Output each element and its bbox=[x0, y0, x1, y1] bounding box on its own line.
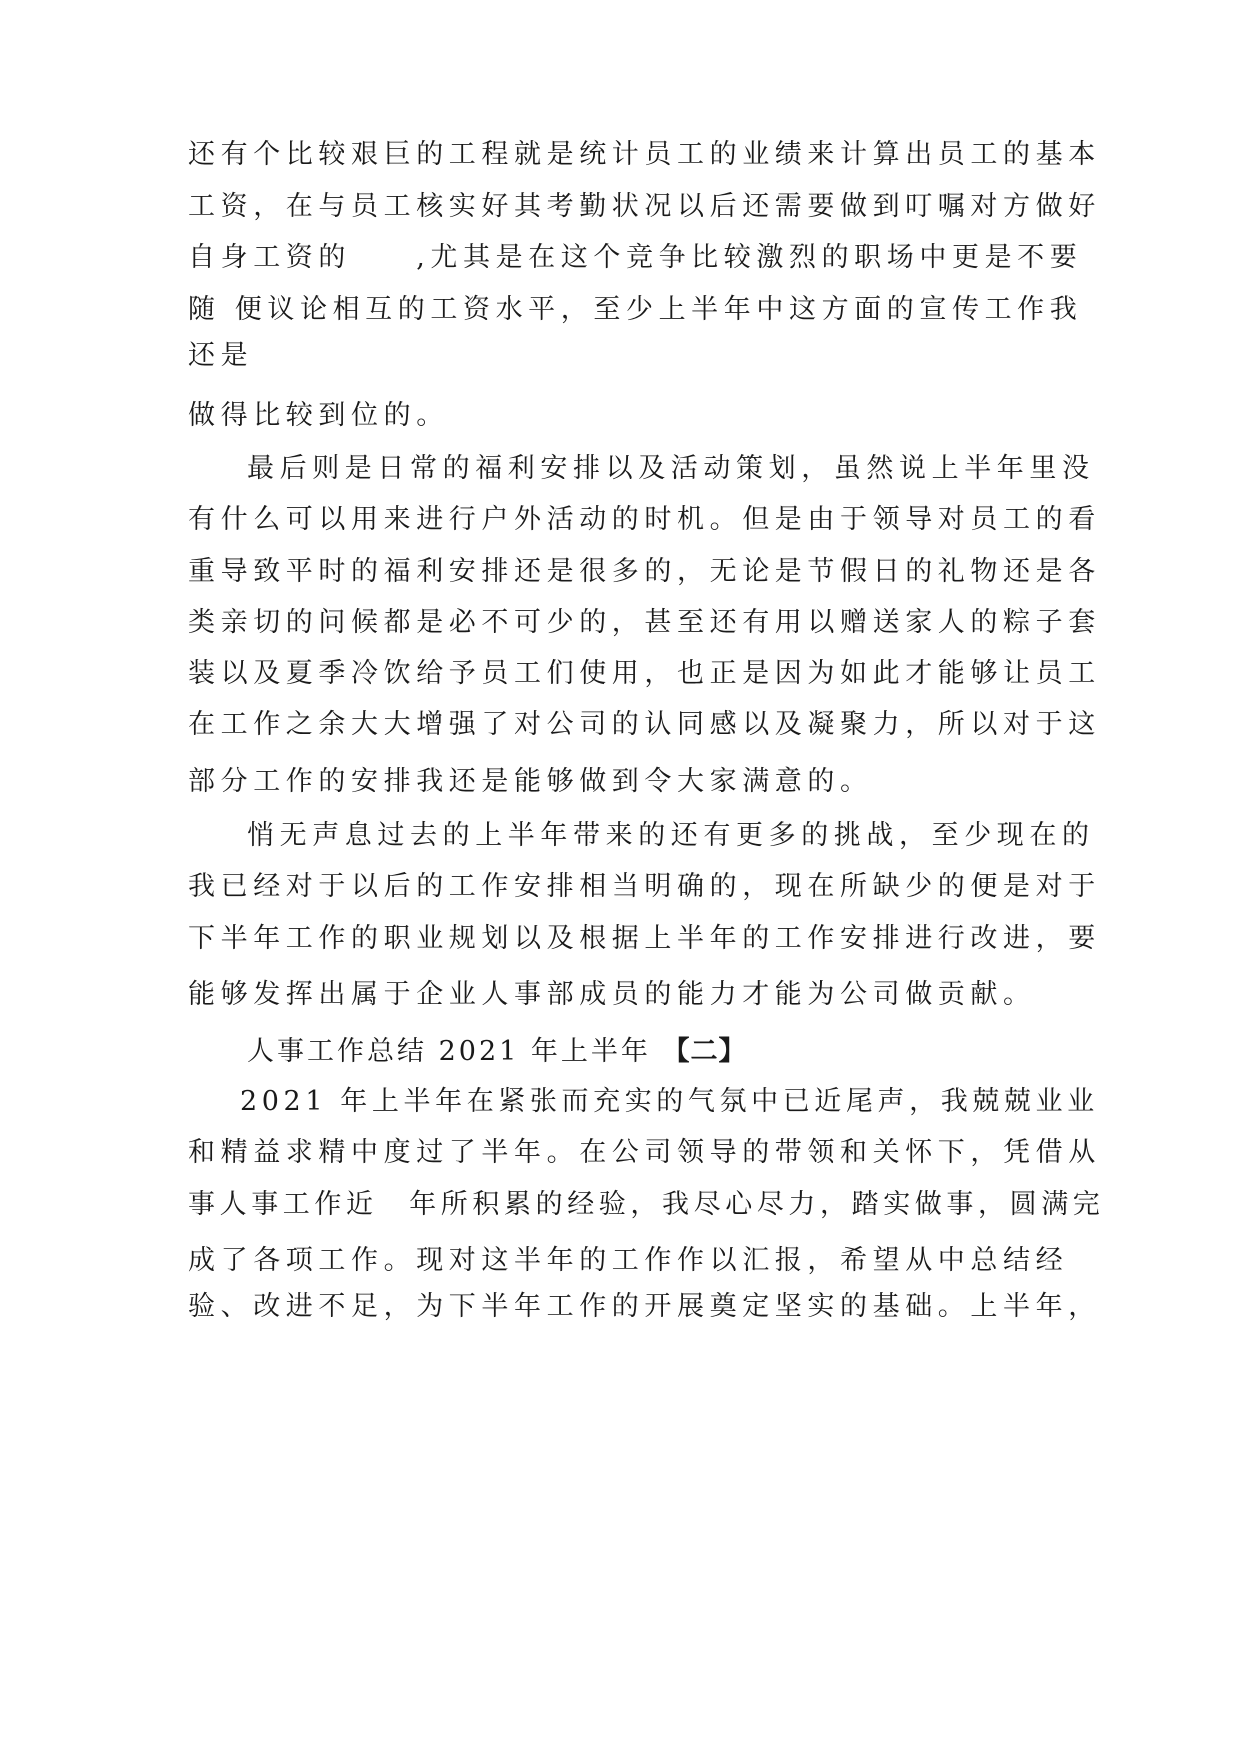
section-heading-bracket: 【二】 bbox=[662, 1036, 747, 1067]
paragraph-line: 我已经对于以后的工作安排相当明确的，现在所缺少的便是对于 bbox=[188, 871, 1101, 902]
paragraph-line: 下半年工作的职业规划以及根据上半年的工作安排进行改进，要 bbox=[188, 923, 1101, 954]
paragraph-line: 悄无声息过去的上半年带来的还有更多的挑战，至少现在的 bbox=[247, 820, 1095, 851]
paragraph-line: 还有个比较艰巨的工程就是统计员工的业绩来计算出员工的基本 bbox=[188, 139, 1101, 170]
paragraph-line: 和精益求精中度过了半年。在公司领导的带领和关怀下，凭借从 bbox=[188, 1137, 1101, 1168]
paragraph-line: 2021 年上半年在紧张而充实的气氛中已近尾声，我兢兢业业 bbox=[240, 1086, 1099, 1117]
paragraph-line: 验、改进不足，为下半年工作的开展奠定坚实的基础。上半年， bbox=[188, 1291, 1101, 1322]
paragraph-line: 装以及夏季冷饮给予员工们使用，也正是因为如此才能够让员工 bbox=[188, 658, 1101, 689]
paragraph-line: 成了各项工作。现对这半年的工作作以汇报，希望从中总结经 bbox=[188, 1245, 1069, 1276]
paragraph-line: 事人事工作近 年所积累的经验，我尽心尽力，踏实做事，圆满完 bbox=[188, 1189, 1105, 1220]
paragraph-line: 最后则是日常的福利安排以及活动策划，虽然说上半年里没 bbox=[247, 453, 1095, 484]
paragraph-line: 在工作之余大大增强了对公司的认同感以及凝聚力，所以对于这 bbox=[188, 709, 1101, 740]
section-heading bbox=[247, 1034, 746, 1070]
paragraph-line: 部分工作的安排我还是能够做到令大家满意的。 bbox=[188, 766, 873, 797]
paragraph-line: 工资，在与员工核实好其考勤状况以后还需要做到叮嘱对方做好 bbox=[188, 191, 1101, 222]
paragraph-line: 类亲切的问候都是必不可少的，甚至还有用以赠送家人的粽子套 bbox=[188, 607, 1101, 638]
paragraph-line: 随 便议论相互的工资水平，至少上半年中这方面的宣传工作我 bbox=[188, 294, 1083, 325]
paragraph-line: 做得比较到位的。 bbox=[188, 400, 449, 431]
section-heading-text: 人事工作总结 2021 年上半年 bbox=[247, 1036, 651, 1067]
paragraph-line: 有什么可以用来进行户外活动的时机。但是由于领导对员工的看 bbox=[188, 504, 1101, 535]
paragraph-line: 能够发挥出属于企业人事部成员的能力才能为公司做贡献。 bbox=[188, 979, 1036, 1010]
paragraph-line: 自身工资的 ,尤其是在这个竞争比较激烈的职场中更是不要 bbox=[188, 242, 1083, 273]
paragraph-line: 还是 bbox=[188, 340, 254, 371]
paragraph-line: 重导致平时的福利安排还是很多的，无论是节假日的礼物还是各 bbox=[188, 556, 1101, 587]
